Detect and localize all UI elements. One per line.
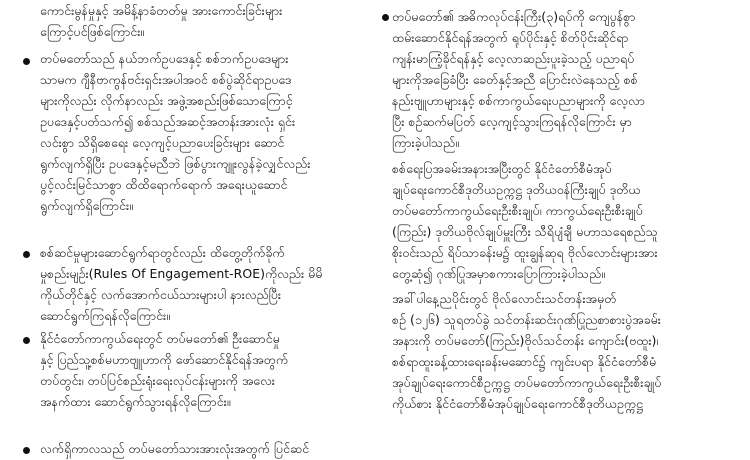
right-column — [392, 0, 720, 460]
paragraph-line: သာမက ဂျီနီဗာကွန်ဗင်းရှင်းအပါအဝင် စစ်ပွဲဆိုင်ရာဥပဒေ — [40, 72, 292, 87]
paragraph-line: တပ်တွင်း၊ တပ်ပြင်စည်းရုံးရေးလုပ်ငန်းများကို အလေး — [40, 373, 275, 388]
bullet-icon — [382, 14, 389, 21]
paragraph-line: အခါ်ပါနေ့ညပိုင်းတွင် ဗိုလ်လောင်းသင်တန်းအမှတ် — [392, 291, 617, 306]
paragraph-line: နိုင်ငံတော်ကာကွယ်ရေးတွင် တပ်မတော်၏ ဦးဆောင်မှု — [40, 331, 280, 346]
left-column — [40, 0, 370, 460]
paragraph-line: စစ်ဆင်မှုများဆောင်ရွက်ရာတွင်လည်း ထိတွေ့တိုက်ခိုက် — [40, 245, 285, 260]
paragraph-line: ရွက်လျက်ရှိပြီး ဥပဒေနှင့်မညီဘဲ ဖြစ်ပွားကျူးလွန်ခဲ့လျှင်လည်း — [40, 156, 311, 171]
paragraph-line: တပ်မတော်၏ အဓိကလုပ်ငန်းကြီး(၃)ရပ်ကို ကျေပွန်စွာ — [392, 9, 636, 24]
paragraph-line: အနက်ထား ဆောင်ရွက်သွားရန်လိုကြောင်း။ — [40, 394, 231, 409]
bullet-icon — [23, 337, 30, 344]
bullet-icon — [23, 251, 30, 258]
paragraph-line: အုပ်ချုပ်ရေးကောင်စီဥက္ကဋ္ဌ တပ်မတော်ကာကွယ်ရေးဦးစီးချုပ် — [392, 375, 662, 390]
paragraph-line: လက်ရှိကာလသည် တပ်မတော်သားအားလုံးအတွက် ပြင်ဆင် — [40, 441, 310, 456]
paragraph-line: တပ်မတော်ကာကွယ်ရေးဦးစီးချုပ်၊ ကာကွယ်ရေးဦးစီးချုပ် — [392, 203, 643, 218]
paragraph-line: တပ်မတော်သည် နယ်ဘက်ဥပဒေနှင့် စစ်ဘက်ဥပဒေများ — [40, 51, 289, 66]
paragraph-line: များကိုလည်း လိုက်နာလည်း အဖွဲ့အစည်းဖြစ်သောကြောင့် — [40, 93, 293, 108]
paragraph-line: ကြားခဲ့ပါသည်။ — [392, 135, 459, 150]
paragraph-line: စစ်ရာထူးခန့်ထားရေးခန်းမဆောင်၌ ကျင်းပရာ နိုင်ငံတော်စီမံ — [392, 354, 657, 369]
paragraph-line: ကိုယ်တိုင်နှင့် လက်အောက်ငယ်သားများပါ နားလည်ပြီး — [40, 287, 282, 302]
paragraph-line: ရွက်လျက်ရှိကြောင်း။ — [40, 198, 133, 213]
paragraph-line: စစ်ရေးပြအခမ်းအနားအပြီးတွင် နိုင်ငံတော်စီမံအုပ် — [392, 161, 612, 176]
paragraph-line: ကျန်းမာကြံ့ခိုင်ရန်နှင့် လေ့လာဆည်းပူးခဲ့သည့် ပညာရပ် — [392, 51, 635, 66]
bullet-icon — [23, 58, 30, 65]
paragraph-line: ကြောင့်ပင်ဖြစ်ကြောင်း။ — [40, 24, 145, 39]
paragraph-line: များကိုအခြေခံပြီး ခေတ်နှင့်အညီ ပြောင်းလဲနေသည့် စစ် — [392, 72, 638, 87]
paragraph-line: နှင့် ပြည်သူ့စစ်မဟာဗျူဟာကို ဖော်ဆောင်နိုင်ရန်အတွက် — [40, 352, 289, 367]
paragraph-line: လင်းစွာ သိရှိစေရေး လေ့ကျင့်ပညာပေးခြင်းများ ဆောင် — [40, 135, 285, 150]
paragraph-line: တွေ့ဆုံ၍ ဂုဏ်ပြုအမှာစကားပြောကြားခဲ့ပါသည်။ — [392, 266, 605, 281]
paragraph-line: ပြီး စဉ်ဆက်မပြတ် လေ့ကျင့်သွားကြရန်လိုကြောင်း မှာ — [392, 114, 632, 129]
paragraph-line: ကောင်းမွန်မှုနှင့် အမိန့်နာခံတတ်မှု အားကောင်းခြင်းများ — [40, 3, 283, 18]
paragraph-line: ကိုယ်စား နိုင်ငံတော်စီမံအုပ်ချုပ်ရေးကောင်စီဒုတိယဥက္ကဋ္ဌ — [392, 396, 643, 411]
paragraph-line: စဉ် (၁၂၆) သူရတပ်ခွဲ သင်တန်းဆင်းဂုဏ်ပြုညစာစားပွဲအခမ်း — [392, 312, 661, 327]
paragraph-line: နည်းဗျူဟာများနှင့် စစ်ကာကွယ်ရေးပညာများကို လေ့လာ — [392, 93, 645, 108]
paragraph-line: ချုပ်ရေးကောင်စီဒုတိယဥက္ကဋ္ဌ ဒုတိယဝန်ကြီးချုပ် ဒုတိယ — [392, 182, 641, 197]
paragraph-line: ဆောင်ရွက်ကြရန်လိုကြောင်း။ — [40, 308, 170, 323]
paragraph-line: စိုးဝင်းသည် ရိပ်သာခန်းမ၌ ထူးချွန်ဆုရ ဗိုလ်လောင်းများအား — [392, 245, 658, 260]
bullet-icon — [23, 447, 30, 454]
paragraph-line: ထမ်းဆောင်နိုင်ရန်အတွက် ရုပ်ပိုင်းနှင့် စိတ်ပိုင်းဆိုင်ရာ — [392, 30, 629, 45]
paragraph-line: အနားကို တပ်မတော်(ကြည်း)ဗိုလ်သင်တန်း ကျောင်း(ဗထူး)၊ — [392, 333, 659, 348]
paragraph-line: ဥပဒေနှင့်ပတ်သက်၍ စစ်သည်အဆင့်အတန်းအားလုံး ရှင်း — [40, 114, 296, 129]
paragraph-line: မှုစည်းမျဉ်း(Rules Of Engagement-ROE)ကိုလည်း မိမိ — [40, 266, 323, 281]
paragraph-line: ပွင့်လင်းမြင်သာစွာ ထိထိရောက်ရောက် အရေးယူဆောင် — [40, 177, 288, 192]
paragraph-line: (ကြည်း) ဒုတိယဗိုလ်ချုပ်မှူးကြီး သီရိပျံချီ မဟာသရေစည်သူ — [392, 224, 658, 239]
